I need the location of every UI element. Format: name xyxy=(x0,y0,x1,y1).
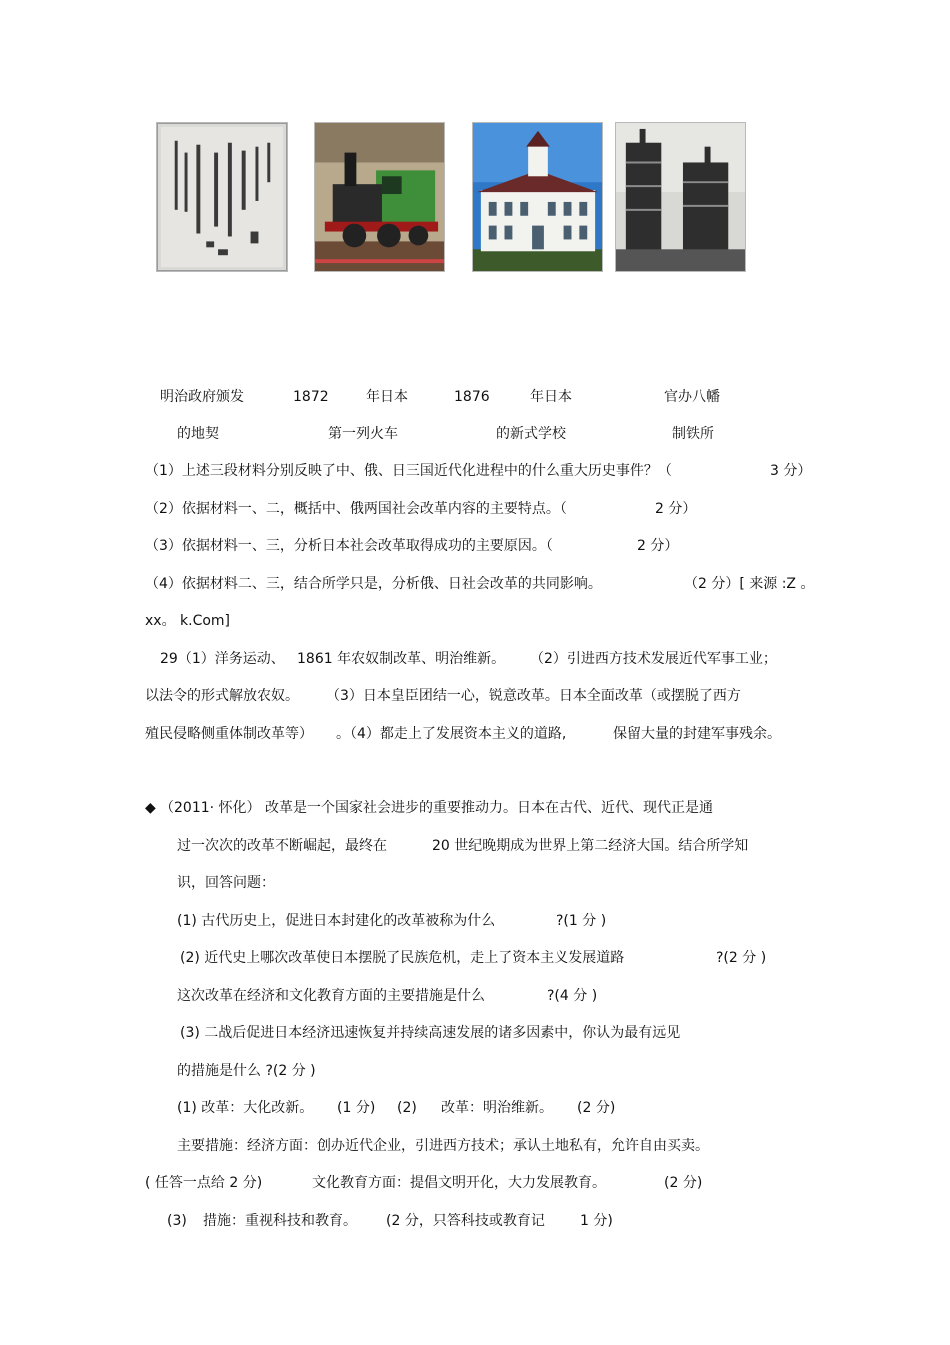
answer-29-line3b: 。（4）都走上了发展资本主义的道路, xyxy=(336,726,567,742)
question-4-score-source: （2 分）[ 来源 :Z 。 xyxy=(684,576,815,592)
q2-sub2-followup-text: 这次改革在经济和文化教育方面的主要措施是什么 xyxy=(177,988,485,1004)
a2-line3a: ( 任答一点给 2 分) xyxy=(145,1175,263,1191)
caption-steelworks-line1: 官办八幡 xyxy=(664,389,720,405)
caption-school-year: 1876 xyxy=(454,389,490,405)
a2-line3b: 文化教育方面：提倡文明开化，大力发展教育。 xyxy=(312,1175,606,1191)
answer-29-line3c: 保留大量的封建军事残余。 xyxy=(613,726,781,742)
question-4-text: （4）依据材料二、三，结合所学只是，分析俄、日社会改革的共同影响。 xyxy=(145,576,602,592)
a2-line1e: (2 分) xyxy=(577,1100,616,1116)
new-style-school-photo xyxy=(472,122,603,272)
a2-line3c: (2 分) xyxy=(664,1175,703,1191)
q2-sub1-text: (1) 古代历史上，促进日本封建化的改革被称为什么 xyxy=(177,913,496,929)
a2-line1a: (1) 改革：大化改新。 xyxy=(177,1100,314,1116)
question-2-text: （2）依据材料一、二，概括中、俄两国社会改革内容的主要特点。（ xyxy=(145,501,567,517)
a2-line4b: 措施：重视科技和教育。 xyxy=(203,1213,357,1229)
q2-intro-line2b: 20 世纪晚期成为世界上第二经济大国。结合所学知 xyxy=(432,838,749,854)
answer-29-line3a: 殖民侵略侧重体制改革等） xyxy=(145,726,313,742)
q2-sub3-line1: (3) 二战后促进日本经济迅速恢复并持续高速发展的诸多因素中，你认为最有远见 xyxy=(180,1025,681,1041)
caption-land-deed-line2: 的地契 xyxy=(177,426,219,442)
source-tail: xx。 k.Com] xyxy=(145,613,231,629)
caption-school-line1: 年日本 xyxy=(530,389,572,405)
a2-line4d: 1 分) xyxy=(580,1213,613,1229)
caption-land-deed-line1: 明治政府颁发 xyxy=(160,389,244,405)
caption-train-line2: 第一列火车 xyxy=(328,426,398,442)
question-3-text: （3）依据材料一、三，分析日本社会改革取得成功的主要原因。（ xyxy=(145,538,553,554)
caption-train-year: 1872 xyxy=(293,389,329,405)
question-2-score: 2 分） xyxy=(655,501,697,517)
answer-29-line1a: 29（1）洋务运动、 xyxy=(160,651,285,667)
yawata-steelworks-photo xyxy=(615,122,746,272)
question-1-text: （1）上述三段材料分别反映了中、俄、日三国近代化进程中的什么重大历史事件？（ xyxy=(145,463,672,479)
answer-29-line1b: 1861 年农奴制改革、明治维新。 xyxy=(297,651,506,667)
land-deed-photo xyxy=(156,122,288,272)
q2-intro-line2a: 过一次次的改革不断崛起，最终在 xyxy=(177,838,387,854)
q2-sub2-text: (2) 近代史上哪次改革使日本摆脱了民族危机，走上了资本主义发展道路 xyxy=(180,950,625,966)
q2-sub2-followup-score: ?(4 分 ) xyxy=(547,988,598,1004)
a2-line4a: (3) xyxy=(167,1213,187,1229)
answer-29-line2b: （3）日本皇臣团结一心，锐意改革。日本全面改革（或摆脱了西方 xyxy=(326,688,741,704)
a2-line1c: (2) xyxy=(397,1100,417,1116)
q2-intro-line3: 识，回答问题： xyxy=(177,875,275,891)
question-3-score: 2 分） xyxy=(637,538,679,554)
q2-sub3-line2: 的措施是什么 ?(2 分 ) xyxy=(177,1063,316,1079)
q2-sub2-score: ?(2 分 ) xyxy=(716,950,767,966)
answer-29-line1c: （2）引进西方技术发展近代军事工业； xyxy=(530,651,777,667)
a2-line1d: 改革：明治维新。 xyxy=(441,1100,553,1116)
steam-train-photo xyxy=(314,122,445,272)
q2-sub1-score: ?(1 分 ) xyxy=(556,913,607,929)
bullet-icon: ◆ xyxy=(145,800,156,816)
question-1-score: 3 分） xyxy=(770,463,812,479)
a2-line1b: (1 分) xyxy=(337,1100,376,1116)
answer-29-line2a: 以法令的形式解放农奴。 xyxy=(145,688,299,704)
caption-school-line2: 的新式学校 xyxy=(496,426,566,442)
a2-line4c: (2 分，只答科技或教育记 xyxy=(386,1213,545,1229)
caption-steelworks-line2: 制铁所 xyxy=(672,426,714,442)
a2-line2: 主要措施：经济方面：创办近代企业，引进西方技术；承认土地私有，允许自由买卖。 xyxy=(177,1138,709,1154)
caption-train-line1: 年日本 xyxy=(366,389,408,405)
q2-intro-line1: （2011· 怀化） 改革是一个国家社会进步的重要推动力。日本在古代、近代、现代正是通 xyxy=(160,800,713,816)
